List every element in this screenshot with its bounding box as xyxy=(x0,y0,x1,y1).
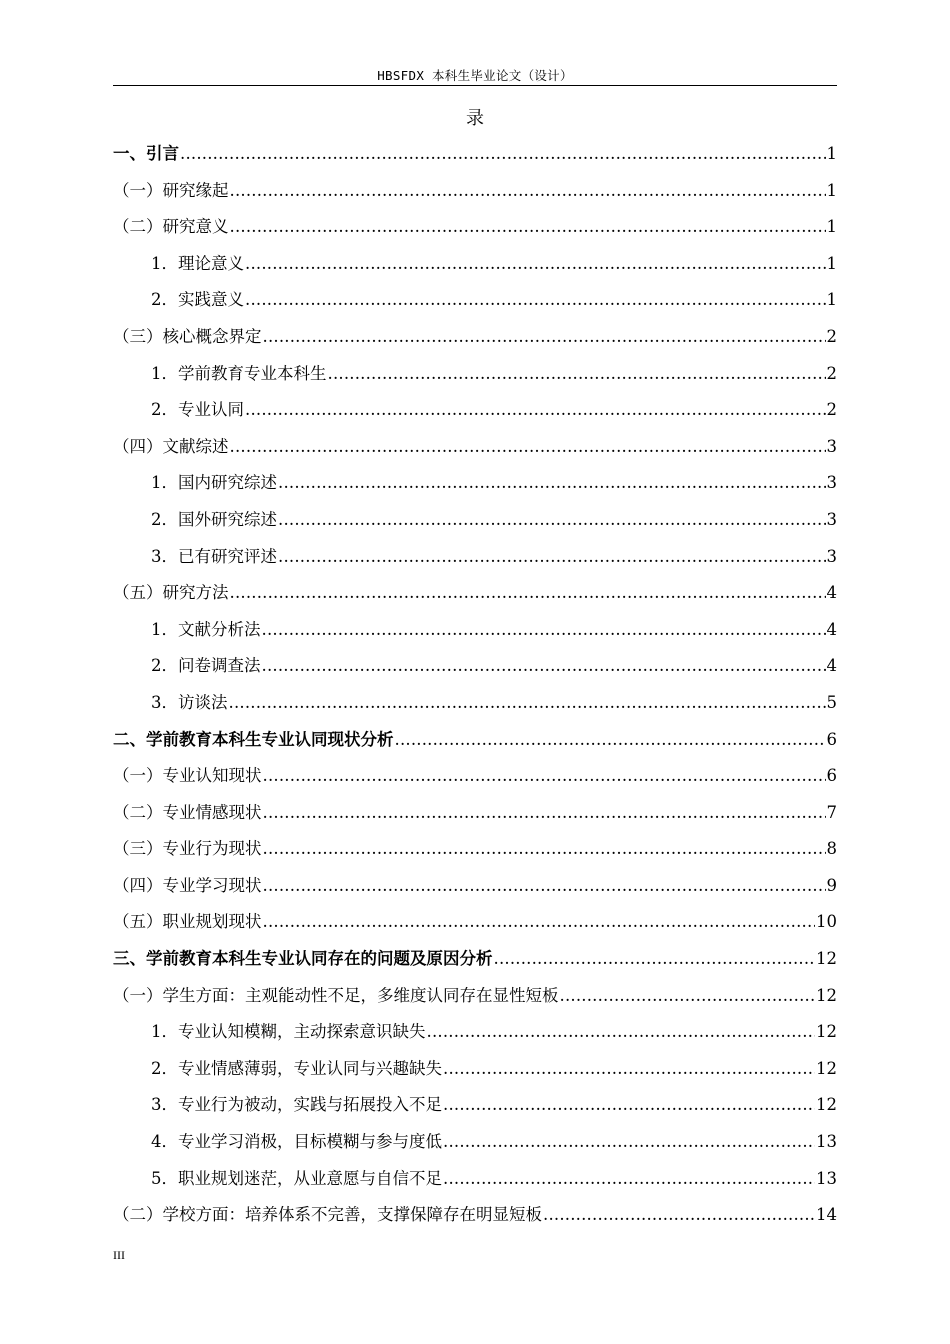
table-of-contents xyxy=(113,136,837,1234)
toc-entry-page: 9 xyxy=(826,875,837,895)
toc-entry-page: 2 xyxy=(826,326,837,346)
toc-entry[interactable] xyxy=(113,392,837,429)
toc-dot-leader xyxy=(395,722,826,759)
toc-dot-leader xyxy=(263,319,826,356)
toc-entry-page: 8 xyxy=(826,839,837,859)
toc-entry-page: 4 xyxy=(826,583,837,603)
toc-dot-leader xyxy=(245,282,826,319)
toc-dot-leader xyxy=(427,1014,816,1051)
toc-entry-title: 1．专业认知模糊，主动探索意识缺失 xyxy=(151,1022,426,1042)
toc-entry-title: （四）专业学习现状 xyxy=(113,875,262,895)
toc-dot-leader xyxy=(263,795,826,832)
toc-entry-page: 6 xyxy=(826,766,837,786)
toc-dot-leader xyxy=(245,392,826,429)
toc-entry[interactable] xyxy=(113,978,837,1015)
toc-entry-title: （一）研究缘起 xyxy=(113,180,229,200)
toc-entry[interactable] xyxy=(113,1014,837,1051)
toc-entry[interactable] xyxy=(113,1161,837,1198)
toc-entry[interactable] xyxy=(113,246,837,283)
toc-entry-page: 10 xyxy=(816,912,837,932)
toc-entry-page: 13 xyxy=(816,1168,837,1188)
toc-entry-page: 14 xyxy=(816,1205,837,1225)
toc-dot-leader xyxy=(263,904,816,941)
toc-entry[interactable] xyxy=(113,648,837,685)
toc-dot-leader xyxy=(560,978,816,1015)
toc-dot-leader xyxy=(443,1161,815,1198)
toc-entry-title: （五）职业规划现状 xyxy=(113,912,262,932)
toc-entry-page: 3 xyxy=(826,546,837,566)
toc-entry-title: 2．问卷调查法 xyxy=(151,656,261,676)
page-number: III xyxy=(113,1248,125,1262)
toc-entry[interactable] xyxy=(113,1087,837,1124)
toc-entry[interactable] xyxy=(113,868,837,905)
header-rule xyxy=(113,85,837,86)
toc-entry-page: 5 xyxy=(826,692,837,712)
toc-dot-leader xyxy=(245,246,826,283)
toc-entry[interactable] xyxy=(113,539,837,576)
toc-entry-page: 12 xyxy=(816,949,837,969)
toc-entry-page: 12 xyxy=(816,1095,837,1115)
toc-entry-title: 1．国内研究综述 xyxy=(151,473,277,493)
toc-entry-title: 4．专业学习消极，目标模糊与参与度低 xyxy=(151,1132,442,1152)
toc-entry[interactable] xyxy=(113,465,837,502)
toc-entry-title: （三）专业行为现状 xyxy=(113,839,262,859)
toc-entry[interactable] xyxy=(113,941,837,978)
toc-entry[interactable] xyxy=(113,502,837,539)
toc-entry-page: 12 xyxy=(816,1022,837,1042)
toc-entry[interactable] xyxy=(113,173,837,210)
toc-entry-title: （五）研究方法 xyxy=(113,583,229,603)
toc-dot-leader xyxy=(278,465,826,502)
toc-entry-page: 2 xyxy=(826,400,837,420)
toc-entry[interactable] xyxy=(113,1124,837,1161)
toc-entry-page: 4 xyxy=(826,656,837,676)
toc-entry-title: 1．文献分析法 xyxy=(151,619,261,639)
toc-entry-title: （一）专业认知现状 xyxy=(113,766,262,786)
toc-dot-leader xyxy=(230,429,826,466)
toc-entry-title: （一）学生方面：主观能动性不足，多维度认同存在显性短板 xyxy=(113,985,559,1005)
running-header: HBSFDX 本科生毕业论文（设计） xyxy=(377,68,573,83)
toc-entry-title: 一、引言 xyxy=(113,144,179,163)
toc-entry-title: 二、学前教育本科生专业认同现状分析 xyxy=(113,729,394,749)
toc-entry[interactable] xyxy=(113,1051,837,1088)
toc-entry-page: 1 xyxy=(826,144,837,163)
toc-entry-title: 2．实践意义 xyxy=(151,290,244,310)
toc-entry[interactable] xyxy=(113,136,837,173)
toc-entry[interactable] xyxy=(113,685,837,722)
toc-dot-leader xyxy=(262,648,826,685)
toc-entry-title: 1．理论意义 xyxy=(151,253,244,273)
toc-entry-title: （三）核心概念界定 xyxy=(113,326,262,346)
toc-entry-page: 6 xyxy=(826,729,837,749)
toc-entry[interactable] xyxy=(113,904,837,941)
toc-dot-leader xyxy=(443,1124,815,1161)
toc-entry-title: 5．职业规划迷茫，从业意愿与自信不足 xyxy=(151,1168,442,1188)
toc-entry[interactable] xyxy=(113,356,837,393)
toc-title: 录 xyxy=(466,108,484,129)
toc-entry-title: （二）研究意义 xyxy=(113,217,229,237)
toc-dot-leader xyxy=(278,502,826,539)
toc-entry[interactable] xyxy=(113,612,837,649)
toc-entry[interactable] xyxy=(113,722,837,759)
toc-entry-page: 3 xyxy=(826,436,837,456)
toc-entry-title: 3．访谈法 xyxy=(151,692,228,712)
toc-entry-title: 3．专业行为被动，实践与拓展投入不足 xyxy=(151,1095,442,1115)
toc-entry[interactable] xyxy=(113,429,837,466)
toc-entry-page: 2 xyxy=(826,363,837,383)
toc-entry-page: 12 xyxy=(816,985,837,1005)
toc-entry[interactable] xyxy=(113,282,837,319)
toc-entry-title: 2．国外研究综述 xyxy=(151,509,277,529)
toc-entry-page: 1 xyxy=(826,290,837,310)
toc-entry-title: （二）学校方面：培养体系不完善，支撑保障存在明显短板 xyxy=(113,1205,542,1225)
toc-dot-leader xyxy=(278,539,826,576)
toc-dot-leader xyxy=(543,1197,815,1234)
toc-entry[interactable] xyxy=(113,209,837,246)
toc-dot-leader xyxy=(230,575,826,612)
toc-entry-page: 13 xyxy=(816,1132,837,1152)
toc-dot-leader xyxy=(180,136,826,173)
toc-entry-page: 1 xyxy=(826,253,837,273)
toc-entry-page: 3 xyxy=(826,509,837,529)
toc-dot-leader xyxy=(494,941,816,978)
toc-entry-title: 三、学前教育本科生专业认同存在的问题及原因分析 xyxy=(113,949,493,969)
toc-entry[interactable] xyxy=(113,831,837,868)
toc-entry-page: 4 xyxy=(826,619,837,639)
toc-dot-leader xyxy=(230,209,826,246)
toc-entry[interactable] xyxy=(113,758,837,795)
toc-entry-page: 3 xyxy=(826,473,837,493)
toc-entry[interactable] xyxy=(113,319,837,356)
toc-entry[interactable] xyxy=(113,1197,837,1234)
toc-entry[interactable] xyxy=(113,575,837,612)
toc-entry-title: 2．专业情感薄弱，专业认同与兴趣缺失 xyxy=(151,1058,442,1078)
toc-dot-leader xyxy=(443,1087,815,1124)
toc-dot-leader xyxy=(229,685,826,722)
toc-entry-page: 1 xyxy=(826,180,837,200)
toc-entry-page: 1 xyxy=(826,217,837,237)
toc-dot-leader xyxy=(262,612,826,649)
toc-dot-leader xyxy=(263,831,826,868)
toc-entry-title: 2．专业认同 xyxy=(151,400,244,420)
toc-dot-leader xyxy=(263,758,826,795)
toc-dot-leader xyxy=(230,173,826,210)
toc-entry-page: 12 xyxy=(816,1058,837,1078)
toc-dot-leader xyxy=(443,1051,815,1088)
toc-entry-title: （四）文献综述 xyxy=(113,436,229,456)
toc-entry-title: （二）专业情感现状 xyxy=(113,802,262,822)
toc-entry[interactable] xyxy=(113,795,837,832)
toc-entry-page: 7 xyxy=(826,802,837,822)
toc-dot-leader xyxy=(328,356,826,393)
toc-entry-title: 3．已有研究评述 xyxy=(151,546,277,566)
toc-entry-title: 1．学前教育专业本科生 xyxy=(151,363,327,383)
toc-dot-leader xyxy=(263,868,826,905)
